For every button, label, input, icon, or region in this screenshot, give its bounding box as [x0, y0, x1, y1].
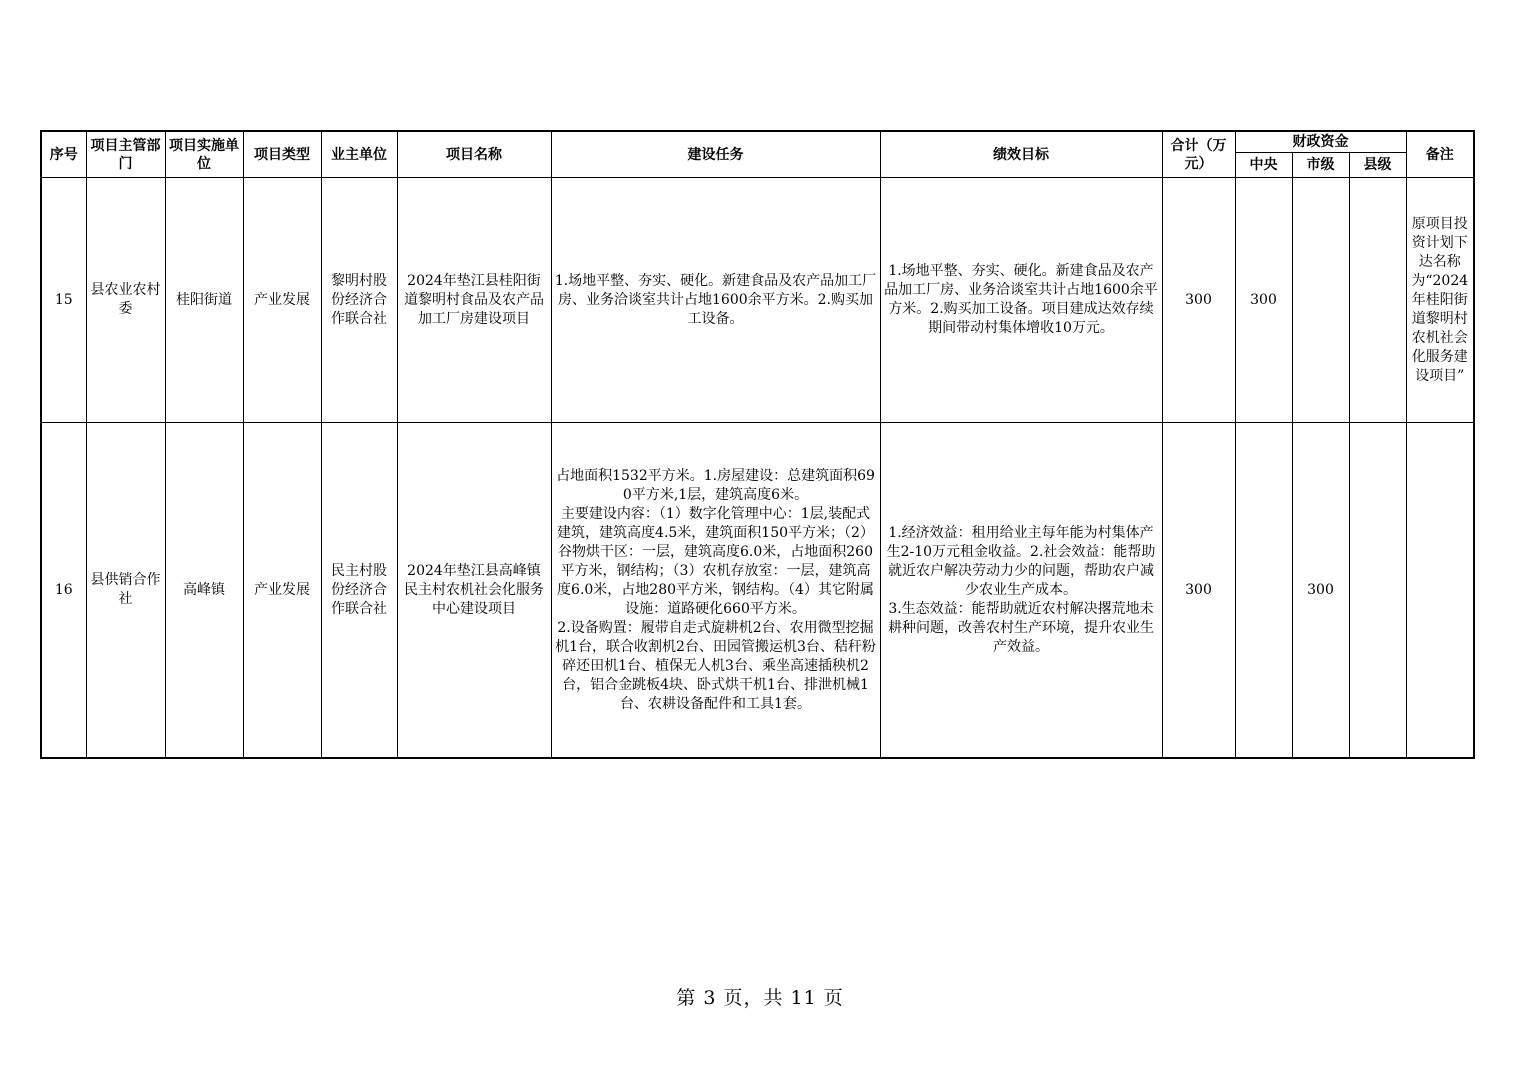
- header-seq: 序号: [41, 131, 86, 178]
- cell-central: 300: [1235, 178, 1292, 423]
- cell-goal: 1.经济效益：租用给业主每年能为村集体产生2-10万元租金收益。2.社会效益：能帮助就近农户解决劳动力少的问题，帮助农户减少农业生产成本。 3.生态效益：能帮助就近农村解决撂荒地未耕种问题，改善农村生产环境，提升农业生产效益。: [880, 423, 1162, 759]
- page-footer: 第 3 页，共 11 页: [676, 987, 844, 1009]
- cell-total: 300: [1162, 178, 1235, 423]
- header-fiscal: 财政资金: [1235, 131, 1406, 153]
- cell-impl: 桂阳街道: [165, 178, 243, 423]
- cell-dept: 县供销合作社: [86, 423, 165, 759]
- cell-name: 2024年垫江县桂阳街道黎明村食品及农产品加工厂房建设项目: [397, 178, 551, 423]
- cell-county: [1349, 178, 1406, 423]
- cell-task: 1.场地平整、夯实、硬化。新建食品及农产品加工厂房、业务洽谈室共计占地1600余平方米。2.购买加工设备。: [551, 178, 880, 423]
- cell-seq: 16: [41, 423, 86, 759]
- cell-seq: 15: [41, 178, 86, 423]
- header-remark: 备注: [1406, 131, 1474, 178]
- header-owner: 业主单位: [321, 131, 397, 178]
- header-county: 县级: [1349, 153, 1406, 178]
- cell-central: [1235, 423, 1292, 759]
- cell-task: 占地面积1532平方米。1.房屋建设：总建筑面积690平方米,1层，建筑高度6米。 主要建设内容：（1）数字化管理中心：1层,装配式建筑，建筑高度4.5米，建筑面积150平方米；（2）谷物烘干区：一层，建筑高度6.0米，占地面积260平方米，钢结构；（3）农机存放室：一层，建筑高度6.0米，占地280平方米，钢结构。（4）其它附属设施：道路硬化660平方米。 2.设备购置：履带自走式旋耕机2台、农用微型挖掘机1台，联合收割机2台、田园管搬运机3台、秸秆粉碎还田机1台、植保无人机3台、乘坐高速插秧机2台，铝合金跳板4块、卧式烘干机1台、排泄机械1台、农耕设备配件和工具1套。: [551, 423, 880, 759]
- cell-name: 2024年垫江县高峰镇民主村农机社会化服务中心建设项目: [397, 423, 551, 759]
- cell-county: [1349, 423, 1406, 759]
- cell-goal: 1.场地平整、夯实、硬化。新建食品及农产品加工厂房、业务洽谈室共计占地1600余平方米。2.购买加工设备。项目建成达效存续期间带动村集体增收10万元。: [880, 178, 1162, 423]
- header-city: 市级: [1292, 153, 1349, 178]
- header-type: 项目类型: [243, 131, 321, 178]
- cell-owner: 黎明村股份经济合作联合社: [321, 178, 397, 423]
- project-table: [40, 130, 1475, 759]
- cell-dept: 县农业农村委: [86, 178, 165, 423]
- header-goal: 绩效目标: [880, 131, 1162, 178]
- cell-type: 产业发展: [243, 178, 321, 423]
- header-central: 中央: [1235, 153, 1292, 178]
- header-total: 合计（万元）: [1162, 131, 1235, 178]
- table-row: [41, 178, 1474, 423]
- header-task: 建设任务: [551, 131, 880, 178]
- cell-city: [1292, 178, 1349, 423]
- cell-impl: 高峰镇: [165, 423, 243, 759]
- cell-type: 产业发展: [243, 423, 321, 759]
- header-dept: 项目主管部门: [86, 131, 165, 178]
- header-name: 项目名称: [397, 131, 551, 178]
- cell-total: 300: [1162, 423, 1235, 759]
- cell-remark: 原项目投资计划下达名称为“2024年桂阳街道黎明村农机社会化服务建设项目”: [1406, 178, 1474, 423]
- table-row: [41, 423, 1474, 759]
- header-row: [41, 131, 1474, 153]
- cell-owner: 民主村股份经济合作联合社: [321, 423, 397, 759]
- header-impl: 项目实施单位: [165, 131, 243, 178]
- cell-remark: [1406, 423, 1474, 759]
- cell-city: 300: [1292, 423, 1349, 759]
